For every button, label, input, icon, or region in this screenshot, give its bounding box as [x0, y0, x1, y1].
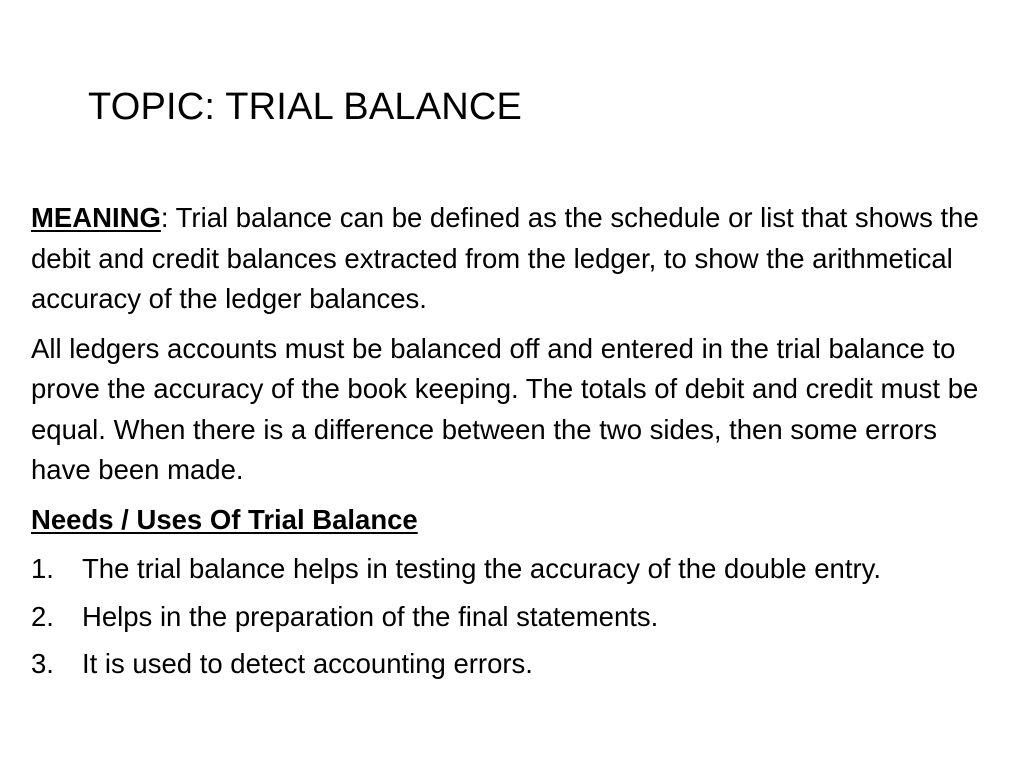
slide-body — [31, 198, 1001, 692]
list-item-text: The trial balance helps in testing the accuracy of the double entry. — [82, 553, 881, 584]
list-item — [31, 549, 1001, 590]
list-item-number: 3. — [31, 648, 54, 679]
needs-heading — [31, 500, 1001, 541]
list-item — [31, 644, 1001, 685]
list-item — [31, 597, 1001, 638]
meaning-separator: : — [160, 202, 169, 233]
list-item-text: Helps in the preparation of the final statements. — [82, 600, 659, 632]
needs-list — [31, 549, 1001, 685]
list-item-text: It is used to detect accounting errors. — [82, 648, 533, 679]
meaning-text: Trial balance can be defined as the schedule or list that shows the debit and credit balances extracted from the ledger, to show the arithmetical accuracy of the ledger balances. — [31, 202, 979, 314]
list-item-number: 2. — [31, 600, 54, 632]
needs-heading-text: Needs / Uses Of Trial Balance — [31, 503, 418, 535]
list-item-number: 1. — [31, 553, 54, 584]
ledger-paragraph: All ledgers accounts must be balanced off and entered in the trial balance to prove the accuracy of the book keeping. The totals of debit and credit must be equal. When there is a difference between the two sides, then some errors have been made. — [31, 332, 979, 485]
slide-title: TOPIC: TRIAL BALANCE — [88, 86, 523, 128]
meaning-paragraph — [31, 198, 1001, 320]
meaning-label: MEANING — [31, 202, 161, 233]
